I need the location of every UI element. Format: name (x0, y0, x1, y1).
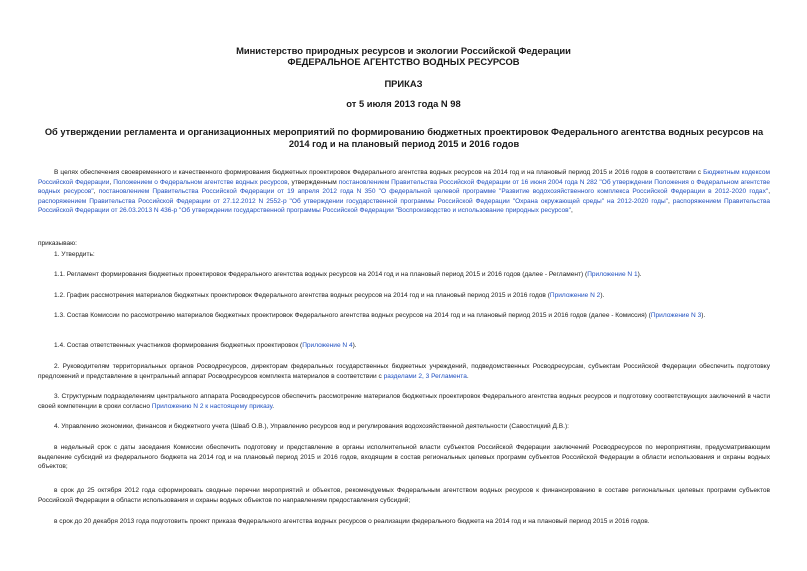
paragraph-1-1 (38, 270, 770, 280)
preamble-text: В целях обеспечения своевременного и качественного формирования бюджетных проектировок Федерального агентства водных ресурсов на 2014 год и на плановый период 2015 и 2016 годов в соответствии с (54, 169, 704, 176)
paragraph-1: 1. Утвердить: (54, 251, 95, 258)
agency-name: ФЕДЕРАЛЬНОЕ АГЕНТСТВО ВОДНЫХ РЕСУРСОВ (287, 56, 520, 67)
appendix-4-link[interactable]: Приложение N 4 (302, 342, 353, 349)
orders-line: приказываю: (38, 240, 77, 247)
paragraph-text: ). (637, 271, 642, 278)
paragraph-4: 4. Управлению экономики, финансов и бюджетного учета (Шваб О.В.), Управлению ресурсов вод и регулирования водохозяйственной деятельности (Савостицкий Д.В.): (54, 423, 569, 430)
paragraph-text: 2. Руководителям территориальных органов Росводресурсов, директорам федеральных государственных бюджетных учреждений, подведомственных Росводресурсам, субъектам Российской Федерации обеспечить подготовку предложений и представление в центральный аппарат Росводресурсов комплекта материалов в соответствии с (38, 363, 770, 380)
paragraph-2 (38, 362, 770, 381)
preamble-text: , (768, 188, 771, 196)
document-date-number: от 5 июля 2013 года N 98 (346, 98, 461, 109)
paragraph-text: 1.2. График рассмотрения материалов бюджетных проектировок Федерального агентства водных ресурсов на 2014 год и на плановый период 2015 и 2016 годов ( (54, 292, 550, 299)
paragraph-4-c: в срок до 20 декабря 2013 года подготовить проект приказа Федерального агентства водных ресурсов о реализации федерального бюджета на 2014 год и на плановый период 2015 и 2016 годов. (54, 518, 650, 525)
paragraph-4-a: в недельный срок с даты заседания Комиссии обеспечить подготовку и представление в органы исполнительной власти субъектов Российской Федерации заключений Росводресурсов по мероприятиям, предусматривающим выделение субсидий из федерального бюджета на 2014 год и на плановый период 2015 и 2016 годов, входящим в состав региональных целевых программ субъектов Российской Федерации в области использования и охраны водных объектов; (38, 444, 770, 471)
preamble-paragraph (38, 168, 770, 216)
paragraph-text: ). (701, 312, 706, 319)
paragraph-text: 1.4. Состав ответственных участников формирования бюджетных проектировок ( (54, 342, 303, 349)
document-type: ПРИКАЗ (384, 78, 423, 89)
paragraph-1-2 (38, 291, 770, 301)
paragraph-1-4 (38, 341, 770, 351)
ministry-name: Министерство природных ресурсов и экологии Российской Федерации (236, 45, 571, 56)
paragraph-text: ). (600, 292, 605, 299)
appendix-3-link[interactable]: Приложение N 3 (650, 312, 702, 319)
paragraph-text: 1.1. Регламент формирования бюджетных проектировок Федерального агентства водных ресурсов на 2014 год и на плановый период 2015 и 2016 годов (далее - Регламент) ( (54, 271, 588, 278)
paragraph-text: . (466, 372, 469, 380)
paragraph-4-b: в срок до 25 октября 2012 года сформировать сводные перечни мероприятий и объектов, рекомендуемых Федеральным агентством водных ресурсов к финансированию в составе региональных целевых программ субъектов Российской Федерации в области использования и охраны водных объектов по направлениям предоставления субсидий; (38, 487, 770, 504)
preamble-text: , (93, 188, 99, 196)
preamble-text: , утвержденным (287, 178, 339, 186)
preamble-text: , (109, 178, 114, 186)
paragraph-text: . (272, 402, 275, 410)
paragraph-text: ). (352, 342, 357, 349)
order-436-link[interactable]: распоряжением Правительства Российской Федерации от 26.03.2013 N 436-р "Об утверждении государственной программы Российской Федерации "Воспроизводство и использование природных ресурсов" (38, 197, 770, 215)
preamble-text: , (570, 207, 573, 215)
paragraph-3 (38, 392, 770, 411)
paragraph-1-3 (38, 311, 770, 321)
paragraph-text: 1.3. Состав Комиссии по рассмотрению материалов бюджетных проектировок Федерального агентства водных ресурсов на 2014 год и на плановый период 2015 и 2016 годов (далее - Комиссия) ( (54, 312, 651, 319)
appendix-2-link[interactable]: Приложение N 2 (549, 292, 601, 299)
document-title: Об утверждении регламента и организационных мероприятий по формированию бюджетных проектировок Федерального агентства водных ресурсов на 2014 год и на плановый период 2015 и 2016 годов (44, 127, 764, 149)
appendix-2-order-link[interactable]: Приложению N 2 к настоящему приказу (151, 402, 273, 410)
regulation-sections-link[interactable]: разделами 2, 3 Регламента (383, 372, 467, 380)
order-2552-link[interactable]: распоряжением Правительства Российской Федерации от 27.12.2012 N 2552-р "Об утверждении государственной программы Российской Федерации "Охрана окружающей среды" на 2012-2020 годы" (38, 197, 668, 205)
appendix-1-link[interactable]: Приложение N 1 (587, 271, 638, 278)
preamble-text: , (667, 197, 673, 205)
budget-code-link[interactable]: Бюджетным кодексом Российской Федерации (38, 169, 770, 186)
resolution-350-link[interactable]: постановлением Правительства Российской Федерации от 19 апреля 2012 года N 350 "О федеральной целевой программе "Развитие водохозяйственного комплекса Российской Федерации в 2012-2020 годах" (98, 188, 769, 196)
agency-regulation-link[interactable]: Положением о Федеральном агентстве водных ресурсов (113, 178, 288, 186)
resolution-282-link[interactable]: постановлением Правительства Российской Федерации от 16 июня 2004 года N 282 "Об утверждении Положения о Федеральном агентстве водных ресурсов" (38, 178, 770, 196)
paragraph-text: 3. Структурным подразделениям центрального аппарата Росводресурсов обеспечить рассмотрение материалов бюджетных проектировок Федерального агентства водных ресурсов и подготовку соответствующих заключений в части своей компетенции в сроки согласно (38, 393, 770, 410)
